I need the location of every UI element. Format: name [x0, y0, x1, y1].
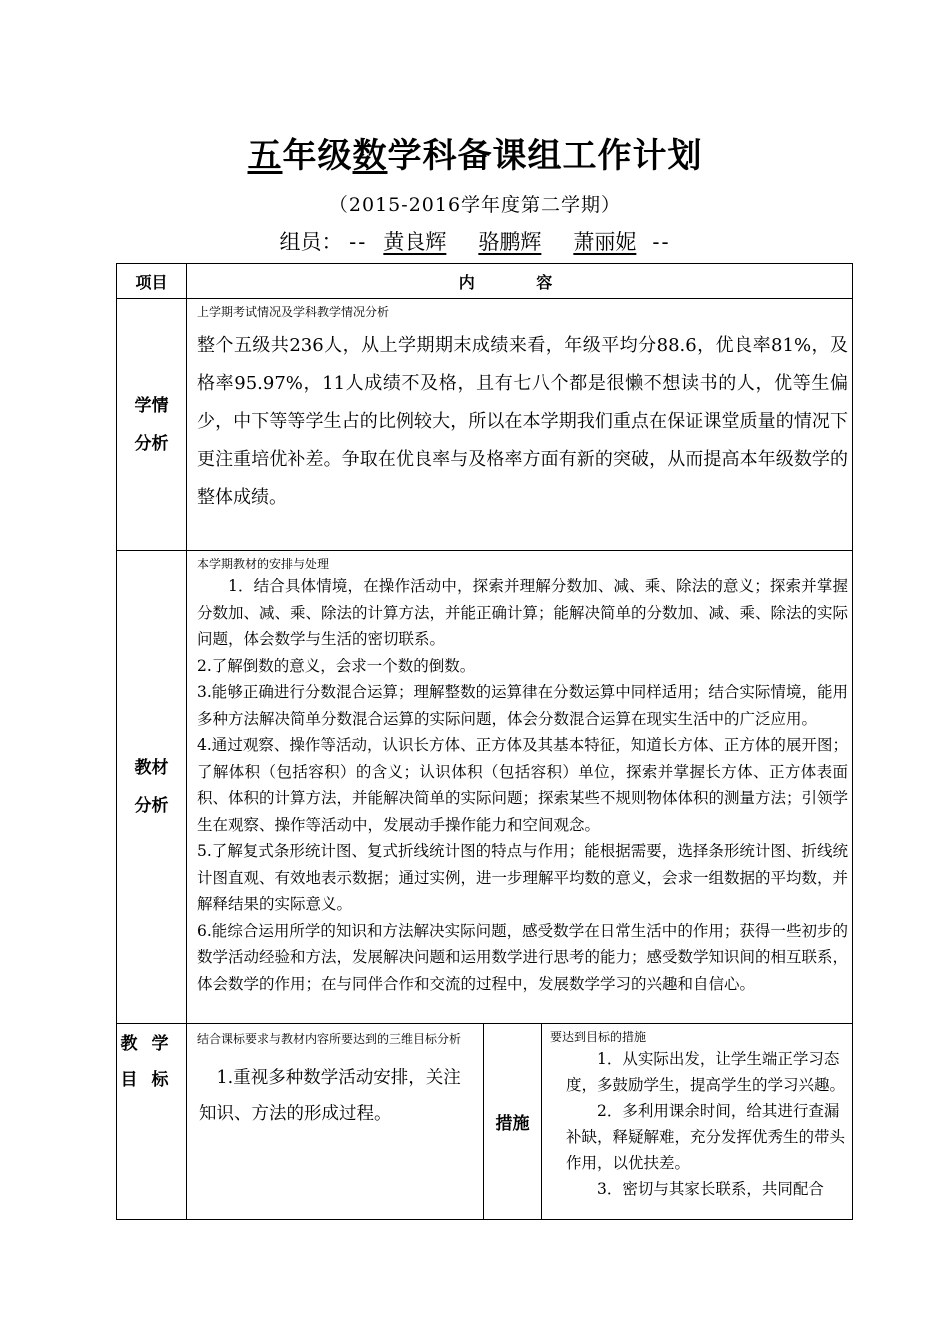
materials-item: 4.通过观察、操作等活动，认识长方体、正方体及其基本特征，知道长方体、正方体的展开图；了解体积（包括容积）的含义；认识体积（包括容积）单位，探索并掌握长方体、正方体表面积、体积的计算方法，并能解决简单的实际问题；探索某些不规则物体体积的测量方法；引领学生在观察、操作等活动中，发展动手操作能力和空间观念。	[197, 736, 849, 834]
member-name: 黄良辉	[383, 230, 447, 254]
goals-heading: 结合课标要求与教材内容所要达到的三维目标分析	[197, 1032, 462, 1046]
document-subtitle: （2015-2016学年度第二学期）	[328, 194, 622, 216]
members-line	[0, 226, 950, 256]
goals-label: 教学 目标	[117, 1024, 187, 1220]
materials-item: 1．结合具体情境，在操作活动中，探索并理解分数加、减、乘、除法的意义；探索并掌握分数加、减、乘、除法的计算方法，并能正确计算；能解决简单的分数加、减、乘、除法的实际问题，体会数学与生活的密切联系。	[197, 577, 849, 648]
materials-body	[187, 573, 852, 997]
measure-item: 2．多利用课余时间，给其进行查漏补缺，释疑解难，充分发挥优秀生的带头作用，以优扶差。	[566, 1102, 846, 1172]
document-title	[0, 128, 950, 177]
materials-label: 教材 分析	[117, 551, 187, 1024]
header-row	[117, 264, 853, 299]
materials-item: 6.能综合运用所学的知识和方法解决实际问题，感受数学在日常生活中的作用；获得一些初步的数学活动经验和方法，发展解决问题和运用数学进行思考的能力；感受数学知识间的相互联系，体会数学的作用；在与同伴合作和交流的过程中，发展数学学习的兴趣和自信心。	[197, 921, 849, 993]
header-content: 内 容	[187, 264, 853, 299]
materials-item: 2.了解倒数的意义，会求一个数的倒数。	[197, 656, 476, 675]
materials-content	[187, 551, 853, 1024]
students-label: 学情 分析	[117, 299, 187, 551]
goals-content	[187, 1024, 484, 1220]
title-part: 年级	[282, 136, 353, 176]
header-item: 项目	[117, 264, 187, 299]
measures-body	[542, 1046, 852, 1202]
title-part-2: 学科备课组工作计划	[387, 136, 703, 176]
materials-item: 3.能够正确进行分数混合运算；理解整数的运算律在分数运算中同样适用；结合实际情境，能用多种方法解决简单分数混合运算的实际问题，体会分数混合运算在现实生活中的广泛应用。	[197, 683, 848, 728]
measure-item: 3．密切与其家长联系，共同配合	[597, 1180, 824, 1198]
students-content	[187, 299, 853, 551]
members-dash-right: --	[652, 230, 671, 254]
members-dash-left: --	[349, 230, 368, 254]
measures-label: 措施	[484, 1024, 542, 1220]
members-label: 组员：	[279, 230, 343, 254]
materials-heading: 本学期教材的安排与处理	[197, 557, 330, 571]
plan-table	[116, 263, 853, 1220]
goals-body: 1.重视多种数学活动安排，关注知识、方法的形成过程。	[199, 1068, 461, 1124]
students-row	[117, 299, 853, 551]
measure-item: 1．从实际出发，让学生端正学习态度，多鼓励学生，提高学生的学习兴趣。	[566, 1050, 846, 1094]
member-name: 萧丽妮	[573, 230, 637, 254]
materials-row	[117, 551, 853, 1024]
member-name: 骆鹏辉	[478, 230, 542, 254]
measures-content	[542, 1024, 853, 1220]
title-underlined-char: 五	[247, 136, 283, 176]
title-underlined-char-2: 数	[352, 136, 388, 176]
measures-heading: 要达到目标的措施	[550, 1030, 647, 1044]
students-heading: 上学期考试情况及学科教学情况分析	[197, 305, 390, 319]
students-body: 整个五级共236人，从上学期期末成绩来看，年级平均分88.6，优良率81%，及格率95.97%，11人成绩不及格，且有七八个都是很懒不想读书的人，优等生偏少，中下等等学生占的比例较大，所以在本学期我们重点在保证课堂质量的情况下更注重培优补差。争取在优良率与及格率方面有新的突破，从而提高本年级数学的整体成绩。	[197, 335, 848, 508]
goals-row	[117, 1024, 853, 1220]
materials-item: 5.了解复式条形统计图、复式折线统计图的特点与作用；能根据需要，选择条形统计图、折线统计图直观、有效地表示数据；通过实例，进一步理解平均数的意义，会求一组数据的平均数，并解释结果的实际意义。	[197, 842, 849, 913]
